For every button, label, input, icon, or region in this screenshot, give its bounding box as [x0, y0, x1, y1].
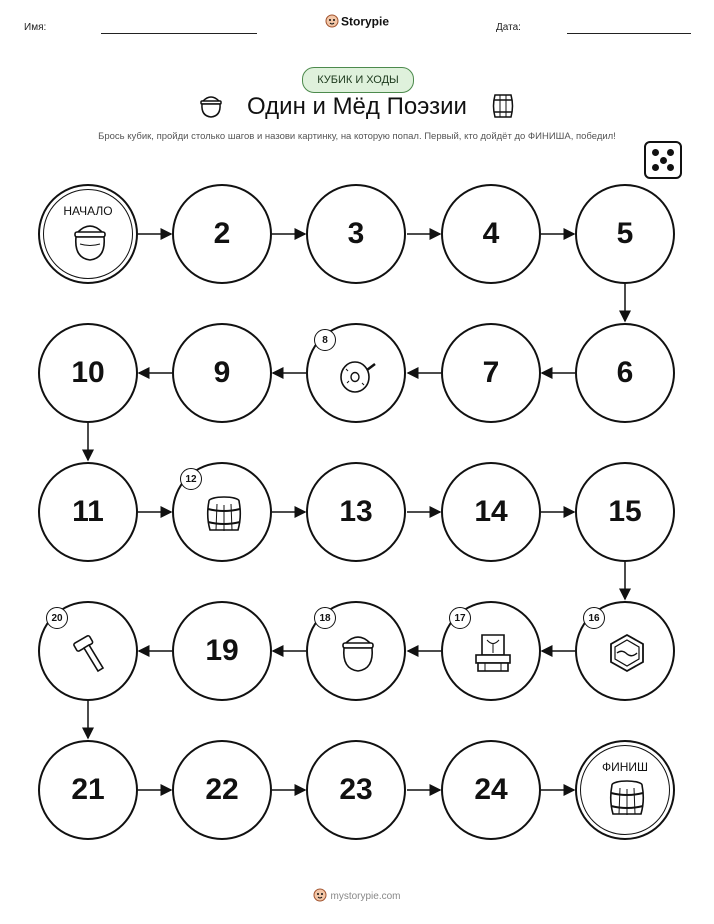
cell-23: [306, 740, 406, 840]
cell-8: [306, 323, 406, 423]
cell-number: 23: [339, 773, 373, 806]
cell-11: [38, 462, 138, 562]
cell-15: [575, 462, 675, 562]
cell-badge: 12: [180, 468, 202, 490]
cell-17: [441, 601, 541, 701]
start-label: НАЧАЛО: [63, 204, 113, 218]
cell-12: [172, 462, 272, 562]
cell-6: [575, 323, 675, 423]
brand-name: Storypie: [340, 14, 389, 29]
date-label: Дата:: [496, 22, 521, 33]
cell-number: 7: [482, 356, 500, 389]
cell-number: 11: [72, 495, 104, 528]
hammer-icon: [68, 631, 112, 675]
cell-21: [38, 740, 138, 840]
honeycomb-icon: [605, 631, 649, 675]
cell-number: 4: [482, 217, 500, 250]
cell-number: 2: [213, 217, 231, 250]
cell-9: [172, 323, 272, 423]
cell-3: [306, 184, 406, 284]
cell-14: [441, 462, 541, 562]
footer: [0, 888, 714, 905]
cell-badge: 17: [449, 607, 471, 629]
millstone-icon: [336, 353, 380, 397]
cell-number: 6: [616, 356, 634, 389]
cell-16: [575, 601, 675, 701]
cell-18: [306, 601, 406, 701]
storypie-mascot-icon: [313, 888, 327, 905]
cell-number: 22: [205, 773, 239, 806]
cell-number: 13: [339, 495, 373, 528]
barrel-icon: [202, 492, 246, 536]
barrel-icon: [605, 776, 649, 820]
cell-badge: 16: [583, 607, 605, 629]
cell-number: 21: [71, 773, 105, 806]
finish-label: ФИНИШ: [601, 760, 649, 774]
cell-number: 10: [71, 356, 105, 389]
cell-7: [441, 323, 541, 423]
cell-4: [441, 184, 541, 284]
cell-number: 15: [608, 495, 642, 528]
cell-finish: [575, 740, 675, 840]
cell-number: 3: [347, 217, 365, 250]
cell-start: [38, 184, 138, 284]
footer-site[interactable]: mystorypie.com: [330, 891, 401, 903]
cell-20: [38, 601, 138, 701]
cell-24: [441, 740, 541, 840]
cell-19: [172, 601, 272, 701]
cell-number: 5: [616, 217, 634, 250]
cell-badge: 18: [314, 607, 336, 629]
cell-number: 14: [474, 495, 508, 528]
cell-5: [575, 184, 675, 284]
throne-icon: [471, 631, 515, 675]
name-label: Имя:: [24, 22, 47, 33]
cell-number: 9: [213, 356, 231, 389]
cell-number: 24: [474, 773, 508, 806]
cauldron-icon: [68, 220, 112, 264]
cell-badge: 8: [314, 329, 336, 351]
cell-number: 19: [205, 634, 239, 667]
cell-2: [172, 184, 272, 284]
cell-badge: 20: [46, 607, 68, 629]
cauldron-icon: [336, 631, 380, 675]
cell-10: [38, 323, 138, 423]
instructions: Брось кубик, пройди столько шагов и назови картинку, на которую попал. Первый, кто дойдёт до ФИНИША, победил!: [98, 131, 616, 142]
cell-22: [172, 740, 272, 840]
page-title: Один и Мёд Поэзии: [247, 93, 467, 120]
cell-13: [306, 462, 406, 562]
game-tag: КУБИК И ХОДЫ: [302, 67, 414, 93]
